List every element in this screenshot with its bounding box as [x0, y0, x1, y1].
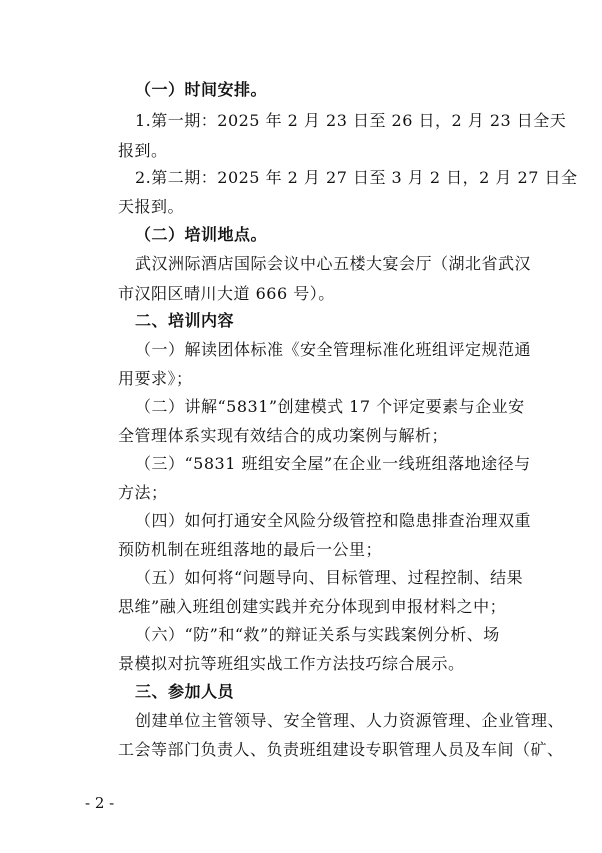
- participants-heading: 三、参加人员: [135, 682, 235, 701]
- content-item3-line2: 方法；: [118, 483, 168, 502]
- content-heading: 二、培训内容: [135, 311, 235, 330]
- content-item2-line2: 全管理体系实现有效结合的成功案例与解析；: [118, 426, 449, 445]
- content-item4-line1: （四）如何打通安全风险分级管控和隐患排查治理双重: [135, 511, 532, 530]
- time-heading: （一）时间安排。: [135, 80, 268, 99]
- time-item2-line2: 天报到。: [118, 197, 185, 216]
- content-item3-line1: （三）“5831 班组安全屋”在企业一线班组落地途径与: [135, 454, 531, 473]
- content-item6-line2: 景模拟对抗等班组实战工作方法技巧综合展示。: [118, 654, 465, 673]
- place-line2: 市汉阳区晴川大道 666 号）。: [118, 284, 335, 303]
- time-item1-line1: 1.第一期：2025 年 2 月 23 日至 26 日，2 月 23 日全天: [135, 111, 567, 130]
- content-item1-line2: 用要求》；: [118, 369, 193, 388]
- page-number: - 2 -: [85, 794, 115, 812]
- content-item6-line1: （六）“防”和“救”的辩证关系与实践案例分析、场: [135, 625, 500, 644]
- participants-line1: 创建单位主管领导、安全管理、人力资源管理、企业管理、: [135, 711, 565, 730]
- place-heading: （二）培训地点。: [135, 225, 268, 244]
- content-item2-line1: （二）讲解“5831”创建模式 17 个评定要素与企业安: [135, 397, 525, 416]
- place-line1: 武汉洲际酒店国际会议中心五楼大宴会厅（湖北省武汉: [135, 254, 532, 273]
- content-item4-line2: 预防机制在班组落地的最后一公里；: [118, 540, 383, 559]
- content-item5-line2: 思维”融入班组创建实践并充分体现到申报材料之中；: [118, 597, 507, 616]
- participants-line2: 工会等部门负责人、负责班组建设专职管理人员及车间（矿、: [118, 740, 564, 759]
- content-item5-line1: （五）如何将“问题导向、目标管理、过程控制、结果: [135, 568, 524, 587]
- time-item1-line2: 报到。: [118, 141, 168, 160]
- time-item2-line1: 2.第二期：2025 年 2 月 27 日至 3 月 2 日，2 月 27 日全: [135, 168, 578, 187]
- content-item1-line1: （一）解读团体标准《安全管理标准化班组评定规范通: [135, 340, 532, 359]
